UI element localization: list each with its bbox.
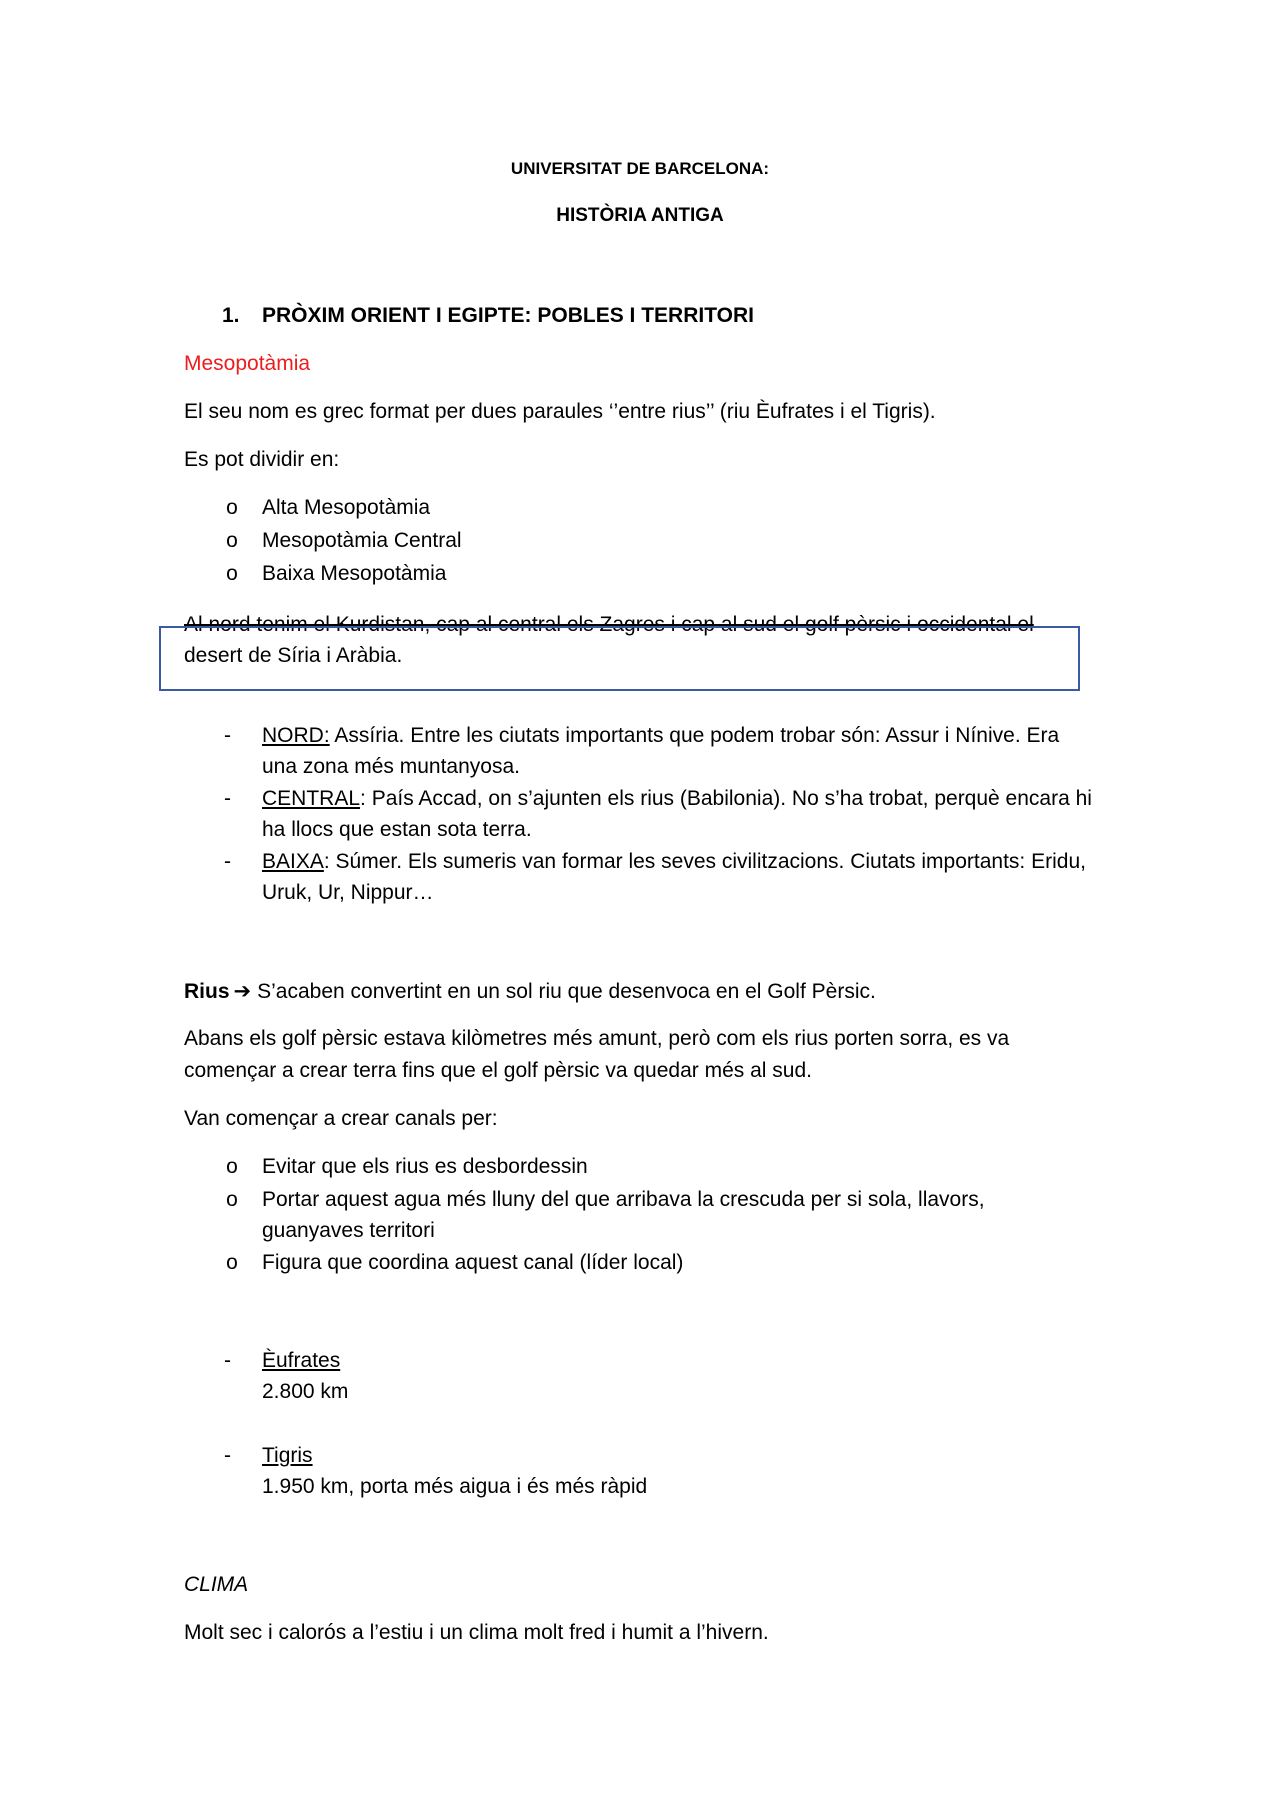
bullet-dash: - [224,787,231,810]
region-text: : Súmer. Els sumeris van formar les seves civilitzacions. Ciutats importants: Eridu, [323,850,1086,873]
section-number: 1. [222,304,240,327]
bullet-circle: o [226,529,238,552]
bullet-dash: - [224,1444,231,1467]
rius-paragraph-line2: començar a crear terra fins que el golf pèrsic va quedar més al sud. [184,1059,812,1082]
region-text: : País Accad, on s’ajunten els rius (Babilonia). No s’ha trobat, perquè encara hi [360,787,1092,810]
region-baixa [262,846,1086,877]
mesopotamia-intro: El seu nom es grec format per dues paraules ‘’entre rius’’ (riu Èufrates i el Tigris). [184,400,936,423]
bullet-dash: - [224,850,231,873]
arrow-right-icon: ➔ [233,980,252,1003]
clima-text: Molt sec i calorós a l’estiu i un clima molt fred i humit a l’hivern. [184,1621,769,1644]
rius-paragraph-line1: Abans els golf pèrsic estava kilòmetres més amunt, però com els rius porten sorra, es va [184,1027,1010,1050]
region-baixa-cont: Uruk, Ur, Nippur… [262,881,434,904]
region-nord-cont: una zona més muntanyosa. [262,755,520,778]
river-detail-tigris: 1.950 km, porta més aigua i és més ràpid [262,1475,648,1498]
rius-text: S’acaben convertint en un sol riu que desenvoca en el Golf Pèrsic. [257,980,876,1003]
list-item: Baixa Mesopotàmia [262,562,447,585]
river-detail-eufrates: 2.800 km [262,1380,349,1403]
boxed-paragraph-line1: Al nord tenim el Kurdistan, cap al central els Zagres i cap al sud el golf pèrsic i occidental el [184,613,1034,636]
bullet-dash: - [224,1349,231,1372]
canals-intro: Van començar a crear canals per: [184,1107,498,1130]
rius-line [184,976,876,1007]
river-name-eufrates: Èufrates [262,1349,341,1372]
region-nord [262,720,1059,751]
mesopotamia-heading: Mesopotàmia [184,352,311,375]
list-item: Portar aquest agua més lluny del que arribava la crescuda per si sola, llavors, [262,1188,985,1211]
bullet-circle: o [226,496,238,519]
bullet-circle: o [226,562,238,585]
list-item: Mesopotàmia Central [262,529,462,552]
divisions-intro: Es pot dividir en: [184,448,340,471]
bullet-circle: o [226,1155,238,1178]
boxed-paragraph-line2: desert de Síria i Aràbia. [184,644,403,667]
highlight-box [159,626,1080,691]
university-title: UNIVERSITAT DE BARCELONA: [510,159,770,178]
river-name-tigris: Tigris [262,1444,313,1467]
region-label: BAIXA [262,850,324,873]
region-text: Assíria. Entre les ciutats importants que podem trobar són: Assur i Nínive. Era [329,724,1060,747]
bullet-dash: - [224,724,231,747]
rius-label: Rius [184,980,230,1003]
region-label: CENTRAL [262,787,361,810]
list-item: Alta Mesopotàmia [262,496,431,519]
list-item-cont: guanyaves territori [262,1219,435,1242]
bullet-circle: o [226,1251,238,1274]
region-central [262,783,1092,814]
region-central-cont: ha llocs que estan sota terra. [262,818,532,841]
subject-title: HISTÒRIA ANTIGA [556,205,724,226]
list-item: Figura que coordina aquest canal (líder local) [262,1251,684,1274]
clima-heading: CLIMA [184,1573,249,1596]
region-label: NORD: [262,724,330,747]
section-title: PRÒXIM ORIENT I EGIPTE: POBLES I TERRITORI [262,304,754,327]
list-item: Evitar que els rius es desbordessin [262,1155,588,1178]
bullet-circle: o [226,1188,238,1211]
